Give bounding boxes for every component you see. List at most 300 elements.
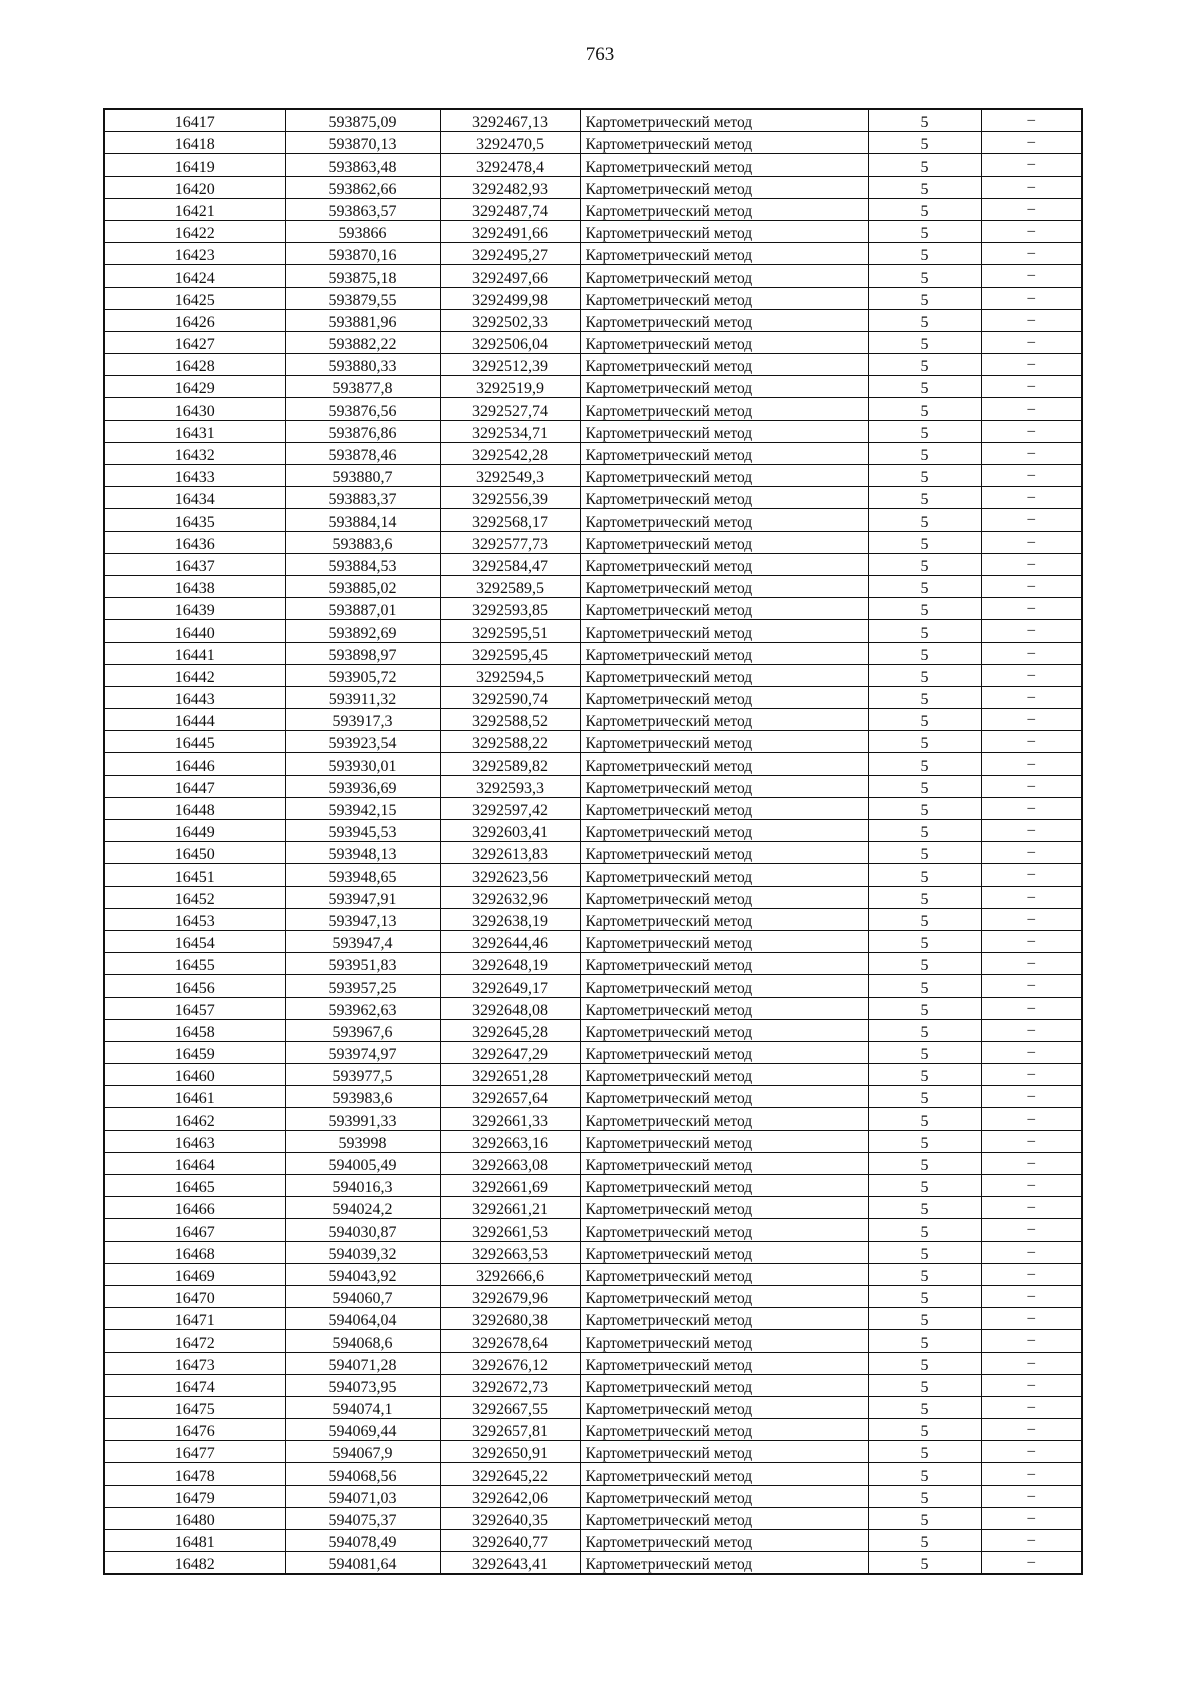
table-row bbox=[104, 975, 1082, 997]
x-coordinate-cell: 593884,53 bbox=[285, 553, 440, 575]
y-coordinate-cell: 3292661,69 bbox=[440, 1175, 580, 1197]
x-coordinate-cell: 593880,33 bbox=[285, 354, 440, 376]
method-cell: Картометрический метод bbox=[580, 309, 868, 331]
x-coordinate-cell: 593917,3 bbox=[285, 709, 440, 731]
y-coordinate-cell: 3292568,17 bbox=[440, 509, 580, 531]
accuracy-cell: 5 bbox=[868, 243, 981, 265]
accuracy-cell: 5 bbox=[868, 1396, 981, 1418]
x-coordinate-cell: 593887,01 bbox=[285, 598, 440, 620]
note-cell: – bbox=[981, 109, 1082, 132]
accuracy-cell: 5 bbox=[868, 1175, 981, 1197]
method-cell: Картометрический метод bbox=[580, 1019, 868, 1041]
x-coordinate-cell: 593945,53 bbox=[285, 820, 440, 842]
method-cell: Картометрический метод bbox=[580, 820, 868, 842]
point-number-cell: 16474 bbox=[104, 1374, 285, 1396]
method-cell: Картометрический метод bbox=[580, 531, 868, 553]
table-row bbox=[104, 309, 1082, 331]
table-row bbox=[104, 820, 1082, 842]
x-coordinate-cell: 593948,65 bbox=[285, 864, 440, 886]
table-row bbox=[104, 1197, 1082, 1219]
table-row bbox=[104, 1330, 1082, 1352]
point-number-cell: 16462 bbox=[104, 1108, 285, 1130]
point-number-cell: 16427 bbox=[104, 331, 285, 353]
table-row bbox=[104, 864, 1082, 886]
y-coordinate-cell: 3292657,81 bbox=[440, 1419, 580, 1441]
point-number-cell: 16459 bbox=[104, 1041, 285, 1063]
y-coordinate-cell: 3292534,71 bbox=[440, 420, 580, 442]
accuracy-cell: 5 bbox=[868, 553, 981, 575]
method-cell: Картометрический метод bbox=[580, 243, 868, 265]
method-cell: Картометрический метод bbox=[580, 1197, 868, 1219]
x-coordinate-cell: 593983,6 bbox=[285, 1086, 440, 1108]
x-coordinate-cell: 594069,44 bbox=[285, 1419, 440, 1441]
y-coordinate-cell: 3292663,16 bbox=[440, 1130, 580, 1152]
method-cell: Картометрический метод bbox=[580, 775, 868, 797]
note-cell: – bbox=[981, 1308, 1082, 1330]
table-row bbox=[104, 575, 1082, 597]
point-number-cell: 16473 bbox=[104, 1352, 285, 1374]
point-number-cell: 16477 bbox=[104, 1441, 285, 1463]
y-coordinate-cell: 3292661,33 bbox=[440, 1108, 580, 1130]
note-cell: – bbox=[981, 797, 1082, 819]
y-coordinate-cell: 3292549,3 bbox=[440, 465, 580, 487]
accuracy-cell: 5 bbox=[868, 509, 981, 531]
table-row bbox=[104, 465, 1082, 487]
accuracy-cell: 5 bbox=[868, 753, 981, 775]
x-coordinate-cell: 593911,32 bbox=[285, 686, 440, 708]
table-row bbox=[104, 398, 1082, 420]
method-cell: Картометрический метод bbox=[580, 886, 868, 908]
accuracy-cell: 5 bbox=[868, 731, 981, 753]
x-coordinate-cell: 593877,8 bbox=[285, 376, 440, 398]
accuracy-cell: 5 bbox=[868, 1197, 981, 1219]
accuracy-cell: 5 bbox=[868, 442, 981, 464]
x-coordinate-cell: 593863,48 bbox=[285, 154, 440, 176]
accuracy-cell: 5 bbox=[868, 1086, 981, 1108]
y-coordinate-cell: 3292650,91 bbox=[440, 1441, 580, 1463]
method-cell: Картометрический метод bbox=[580, 598, 868, 620]
table-row bbox=[104, 132, 1082, 154]
y-coordinate-cell: 3292595,45 bbox=[440, 642, 580, 664]
x-coordinate-cell: 594064,04 bbox=[285, 1308, 440, 1330]
x-coordinate-cell: 593882,22 bbox=[285, 331, 440, 353]
note-cell: – bbox=[981, 398, 1082, 420]
note-cell: – bbox=[981, 575, 1082, 597]
y-coordinate-cell: 3292590,74 bbox=[440, 686, 580, 708]
x-coordinate-cell: 594030,87 bbox=[285, 1219, 440, 1241]
y-coordinate-cell: 3292645,22 bbox=[440, 1463, 580, 1485]
method-cell: Картометрический метод bbox=[580, 154, 868, 176]
method-cell: Картометрический метод bbox=[580, 1064, 868, 1086]
point-number-cell: 16466 bbox=[104, 1197, 285, 1219]
method-cell: Картометрический метод bbox=[580, 620, 868, 642]
x-coordinate-cell: 594005,49 bbox=[285, 1152, 440, 1174]
y-coordinate-cell: 3292593,85 bbox=[440, 598, 580, 620]
method-cell: Картометрический метод bbox=[580, 1241, 868, 1263]
note-cell: – bbox=[981, 487, 1082, 509]
table-row bbox=[104, 176, 1082, 198]
y-coordinate-cell: 3292657,64 bbox=[440, 1086, 580, 1108]
y-coordinate-cell: 3292470,5 bbox=[440, 132, 580, 154]
table-row bbox=[104, 243, 1082, 265]
accuracy-cell: 5 bbox=[868, 1374, 981, 1396]
y-coordinate-cell: 3292643,41 bbox=[440, 1552, 580, 1575]
note-cell: – bbox=[981, 864, 1082, 886]
method-cell: Картометрический метод bbox=[580, 642, 868, 664]
note-cell: – bbox=[981, 1130, 1082, 1152]
point-number-cell: 16482 bbox=[104, 1552, 285, 1575]
table-row bbox=[104, 331, 1082, 353]
accuracy-cell: 5 bbox=[868, 620, 981, 642]
note-cell: – bbox=[981, 198, 1082, 220]
accuracy-cell: 5 bbox=[868, 1352, 981, 1374]
accuracy-cell: 5 bbox=[868, 575, 981, 597]
table-row bbox=[104, 220, 1082, 242]
y-coordinate-cell: 3292666,6 bbox=[440, 1263, 580, 1285]
note-cell: – bbox=[981, 1219, 1082, 1241]
method-cell: Картометрический метод bbox=[580, 1285, 868, 1307]
note-cell: – bbox=[981, 531, 1082, 553]
point-number-cell: 16465 bbox=[104, 1175, 285, 1197]
x-coordinate-cell: 593951,83 bbox=[285, 953, 440, 975]
accuracy-cell: 5 bbox=[868, 487, 981, 509]
accuracy-cell: 5 bbox=[868, 1530, 981, 1552]
x-coordinate-cell: 593881,96 bbox=[285, 309, 440, 331]
note-cell: – bbox=[981, 975, 1082, 997]
method-cell: Картометрический метод bbox=[580, 265, 868, 287]
method-cell: Картометрический метод bbox=[580, 1374, 868, 1396]
note-cell: – bbox=[981, 154, 1082, 176]
point-number-cell: 16428 bbox=[104, 354, 285, 376]
y-coordinate-cell: 3292589,82 bbox=[440, 753, 580, 775]
note-cell: – bbox=[981, 287, 1082, 309]
point-number-cell: 16432 bbox=[104, 442, 285, 464]
accuracy-cell: 5 bbox=[868, 1041, 981, 1063]
x-coordinate-cell: 593862,66 bbox=[285, 176, 440, 198]
method-cell: Картометрический метод bbox=[580, 1352, 868, 1374]
accuracy-cell: 5 bbox=[868, 642, 981, 664]
table-row bbox=[104, 287, 1082, 309]
x-coordinate-cell: 593957,25 bbox=[285, 975, 440, 997]
method-cell: Картометрический метод bbox=[580, 731, 868, 753]
accuracy-cell: 5 bbox=[868, 309, 981, 331]
table-row bbox=[104, 997, 1082, 1019]
note-cell: – bbox=[981, 886, 1082, 908]
method-cell: Картометрический метод bbox=[580, 1507, 868, 1529]
accuracy-cell: 5 bbox=[868, 354, 981, 376]
table-row bbox=[104, 1308, 1082, 1330]
x-coordinate-cell: 593876,56 bbox=[285, 398, 440, 420]
table-row bbox=[104, 598, 1082, 620]
table-row bbox=[104, 1374, 1082, 1396]
x-coordinate-cell: 593998 bbox=[285, 1130, 440, 1152]
point-number-cell: 16449 bbox=[104, 820, 285, 842]
note-cell: – bbox=[981, 1197, 1082, 1219]
note-cell: – bbox=[981, 1086, 1082, 1108]
y-coordinate-cell: 3292491,66 bbox=[440, 220, 580, 242]
accuracy-cell: 5 bbox=[868, 1219, 981, 1241]
table-row bbox=[104, 775, 1082, 797]
y-coordinate-cell: 3292647,29 bbox=[440, 1041, 580, 1063]
y-coordinate-cell: 3292588,22 bbox=[440, 731, 580, 753]
point-number-cell: 16421 bbox=[104, 198, 285, 220]
method-cell: Картометрический метод bbox=[580, 1152, 868, 1174]
x-coordinate-cell: 593883,6 bbox=[285, 531, 440, 553]
y-coordinate-cell: 3292482,93 bbox=[440, 176, 580, 198]
y-coordinate-cell: 3292502,33 bbox=[440, 309, 580, 331]
note-cell: – bbox=[981, 731, 1082, 753]
accuracy-cell: 5 bbox=[868, 376, 981, 398]
x-coordinate-cell: 593878,46 bbox=[285, 442, 440, 464]
point-number-cell: 16436 bbox=[104, 531, 285, 553]
table-row bbox=[104, 908, 1082, 930]
y-coordinate-cell: 3292672,73 bbox=[440, 1374, 580, 1396]
accuracy-cell: 5 bbox=[868, 531, 981, 553]
point-number-cell: 16417 bbox=[104, 109, 285, 132]
accuracy-cell: 5 bbox=[868, 709, 981, 731]
point-number-cell: 16437 bbox=[104, 553, 285, 575]
point-number-cell: 16479 bbox=[104, 1485, 285, 1507]
accuracy-cell: 5 bbox=[868, 864, 981, 886]
point-number-cell: 16419 bbox=[104, 154, 285, 176]
x-coordinate-cell: 593930,01 bbox=[285, 753, 440, 775]
y-coordinate-cell: 3292584,47 bbox=[440, 553, 580, 575]
note-cell: – bbox=[981, 1241, 1082, 1263]
accuracy-cell: 5 bbox=[868, 842, 981, 864]
accuracy-cell: 5 bbox=[868, 775, 981, 797]
note-cell: – bbox=[981, 686, 1082, 708]
accuracy-cell: 5 bbox=[868, 331, 981, 353]
note-cell: – bbox=[981, 1463, 1082, 1485]
point-number-cell: 16471 bbox=[104, 1308, 285, 1330]
table-row bbox=[104, 198, 1082, 220]
table-row bbox=[104, 1552, 1082, 1575]
accuracy-cell: 5 bbox=[868, 930, 981, 952]
point-number-cell: 16438 bbox=[104, 575, 285, 597]
method-cell: Картометрический метод bbox=[580, 1219, 868, 1241]
x-coordinate-cell: 593936,69 bbox=[285, 775, 440, 797]
accuracy-cell: 5 bbox=[868, 953, 981, 975]
point-number-cell: 16467 bbox=[104, 1219, 285, 1241]
point-number-cell: 16450 bbox=[104, 842, 285, 864]
method-cell: Картометрический метод bbox=[580, 908, 868, 930]
note-cell: – bbox=[981, 953, 1082, 975]
accuracy-cell: 5 bbox=[868, 975, 981, 997]
accuracy-cell: 5 bbox=[868, 1152, 981, 1174]
accuracy-cell: 5 bbox=[868, 1485, 981, 1507]
y-coordinate-cell: 3292661,21 bbox=[440, 1197, 580, 1219]
x-coordinate-cell: 593923,54 bbox=[285, 731, 440, 753]
method-cell: Картометрический метод bbox=[580, 1485, 868, 1507]
y-coordinate-cell: 3292678,64 bbox=[440, 1330, 580, 1352]
table-row bbox=[104, 797, 1082, 819]
method-cell: Картометрический метод bbox=[580, 487, 868, 509]
point-number-cell: 16422 bbox=[104, 220, 285, 242]
accuracy-cell: 5 bbox=[868, 886, 981, 908]
accuracy-cell: 5 bbox=[868, 797, 981, 819]
note-cell: – bbox=[981, 1019, 1082, 1041]
note-cell: – bbox=[981, 598, 1082, 620]
point-number-cell: 16439 bbox=[104, 598, 285, 620]
table-row bbox=[104, 376, 1082, 398]
x-coordinate-cell: 593947,4 bbox=[285, 930, 440, 952]
note-cell: – bbox=[981, 1041, 1082, 1063]
y-coordinate-cell: 3292680,38 bbox=[440, 1308, 580, 1330]
coordinates-table-body bbox=[104, 109, 1082, 1574]
x-coordinate-cell: 593875,18 bbox=[285, 265, 440, 287]
method-cell: Картометрический метод bbox=[580, 709, 868, 731]
accuracy-cell: 5 bbox=[868, 908, 981, 930]
point-number-cell: 16481 bbox=[104, 1530, 285, 1552]
accuracy-cell: 5 bbox=[868, 109, 981, 132]
point-number-cell: 16476 bbox=[104, 1419, 285, 1441]
method-cell: Картометрический метод bbox=[580, 331, 868, 353]
table-row bbox=[104, 686, 1082, 708]
x-coordinate-cell: 594081,64 bbox=[285, 1552, 440, 1575]
table-row bbox=[104, 154, 1082, 176]
method-cell: Картометрический метод bbox=[580, 354, 868, 376]
method-cell: Картометрический метод bbox=[580, 864, 868, 886]
accuracy-cell: 5 bbox=[868, 820, 981, 842]
table-row bbox=[104, 1241, 1082, 1263]
accuracy-cell: 5 bbox=[868, 1308, 981, 1330]
y-coordinate-cell: 3292499,98 bbox=[440, 287, 580, 309]
point-number-cell: 16442 bbox=[104, 664, 285, 686]
table-row bbox=[104, 1285, 1082, 1307]
accuracy-cell: 5 bbox=[868, 465, 981, 487]
note-cell: – bbox=[981, 1064, 1082, 1086]
accuracy-cell: 5 bbox=[868, 198, 981, 220]
y-coordinate-cell: 3292593,3 bbox=[440, 775, 580, 797]
x-coordinate-cell: 593962,63 bbox=[285, 997, 440, 1019]
coordinates-table bbox=[103, 108, 1083, 1575]
point-number-cell: 16475 bbox=[104, 1396, 285, 1418]
y-coordinate-cell: 3292556,39 bbox=[440, 487, 580, 509]
table-row bbox=[104, 709, 1082, 731]
method-cell: Картометрический метод bbox=[580, 1552, 868, 1575]
x-coordinate-cell: 593947,91 bbox=[285, 886, 440, 908]
y-coordinate-cell: 3292597,42 bbox=[440, 797, 580, 819]
note-cell: – bbox=[981, 642, 1082, 664]
note-cell: – bbox=[981, 842, 1082, 864]
method-cell: Картометрический метод bbox=[580, 398, 868, 420]
point-number-cell: 16444 bbox=[104, 709, 285, 731]
table-row bbox=[104, 1152, 1082, 1174]
accuracy-cell: 5 bbox=[868, 176, 981, 198]
x-coordinate-cell: 594071,28 bbox=[285, 1352, 440, 1374]
point-number-cell: 16429 bbox=[104, 376, 285, 398]
table-row bbox=[104, 664, 1082, 686]
accuracy-cell: 5 bbox=[868, 1285, 981, 1307]
note-cell: – bbox=[981, 465, 1082, 487]
note-cell: – bbox=[981, 354, 1082, 376]
note-cell: – bbox=[981, 420, 1082, 442]
x-coordinate-cell: 594043,92 bbox=[285, 1263, 440, 1285]
method-cell: Картометрический метод bbox=[580, 442, 868, 464]
note-cell: – bbox=[981, 1263, 1082, 1285]
y-coordinate-cell: 3292649,17 bbox=[440, 975, 580, 997]
accuracy-cell: 5 bbox=[868, 1419, 981, 1441]
x-coordinate-cell: 593883,37 bbox=[285, 487, 440, 509]
method-cell: Картометрический метод bbox=[580, 753, 868, 775]
note-cell: – bbox=[981, 997, 1082, 1019]
y-coordinate-cell: 3292651,28 bbox=[440, 1064, 580, 1086]
point-number-cell: 16463 bbox=[104, 1130, 285, 1152]
note-cell: – bbox=[981, 1441, 1082, 1463]
method-cell: Картометрический метод bbox=[580, 509, 868, 531]
note-cell: – bbox=[981, 176, 1082, 198]
note-cell: – bbox=[981, 1285, 1082, 1307]
table-row bbox=[104, 531, 1082, 553]
point-number-cell: 16456 bbox=[104, 975, 285, 997]
table-row bbox=[104, 1175, 1082, 1197]
x-coordinate-cell: 593875,09 bbox=[285, 109, 440, 132]
x-coordinate-cell: 593967,6 bbox=[285, 1019, 440, 1041]
x-coordinate-cell: 593866 bbox=[285, 220, 440, 242]
accuracy-cell: 5 bbox=[868, 398, 981, 420]
x-coordinate-cell: 594073,95 bbox=[285, 1374, 440, 1396]
table-row bbox=[104, 1130, 1082, 1152]
accuracy-cell: 5 bbox=[868, 1441, 981, 1463]
x-coordinate-cell: 594074,1 bbox=[285, 1396, 440, 1418]
method-cell: Картометрический метод bbox=[580, 1108, 868, 1130]
note-cell: – bbox=[981, 908, 1082, 930]
y-coordinate-cell: 3292467,13 bbox=[440, 109, 580, 132]
y-coordinate-cell: 3292589,5 bbox=[440, 575, 580, 597]
accuracy-cell: 5 bbox=[868, 598, 981, 620]
table-row bbox=[104, 442, 1082, 464]
table-row bbox=[104, 886, 1082, 908]
point-number-cell: 16448 bbox=[104, 797, 285, 819]
table-row bbox=[104, 1352, 1082, 1374]
method-cell: Картометрический метод bbox=[580, 1308, 868, 1330]
note-cell: – bbox=[981, 664, 1082, 686]
method-cell: Картометрический метод bbox=[580, 1463, 868, 1485]
y-coordinate-cell: 3292577,73 bbox=[440, 531, 580, 553]
accuracy-cell: 5 bbox=[868, 1064, 981, 1086]
table-row bbox=[104, 731, 1082, 753]
y-coordinate-cell: 3292640,77 bbox=[440, 1530, 580, 1552]
point-number-cell: 16455 bbox=[104, 953, 285, 975]
point-number-cell: 16440 bbox=[104, 620, 285, 642]
point-number-cell: 16460 bbox=[104, 1064, 285, 1086]
method-cell: Картометрический метод bbox=[580, 420, 868, 442]
accuracy-cell: 5 bbox=[868, 997, 981, 1019]
y-coordinate-cell: 3292506,04 bbox=[440, 331, 580, 353]
method-cell: Картометрический метод bbox=[580, 1175, 868, 1197]
point-number-cell: 16431 bbox=[104, 420, 285, 442]
x-coordinate-cell: 594024,2 bbox=[285, 1197, 440, 1219]
point-number-cell: 16443 bbox=[104, 686, 285, 708]
table-row bbox=[104, 1219, 1082, 1241]
method-cell: Картометрический метод bbox=[580, 287, 868, 309]
y-coordinate-cell: 3292663,53 bbox=[440, 1241, 580, 1263]
table-row bbox=[104, 1485, 1082, 1507]
table-row bbox=[104, 109, 1082, 132]
y-coordinate-cell: 3292679,96 bbox=[440, 1285, 580, 1307]
point-number-cell: 16457 bbox=[104, 997, 285, 1019]
y-coordinate-cell: 3292632,96 bbox=[440, 886, 580, 908]
note-cell: – bbox=[981, 376, 1082, 398]
y-coordinate-cell: 3292588,52 bbox=[440, 709, 580, 731]
method-cell: Картометрический метод bbox=[580, 109, 868, 132]
table-row bbox=[104, 930, 1082, 952]
table-row bbox=[104, 1019, 1082, 1041]
method-cell: Картометрический метод bbox=[580, 797, 868, 819]
method-cell: Картометрический метод bbox=[580, 1086, 868, 1108]
note-cell: – bbox=[981, 620, 1082, 642]
accuracy-cell: 5 bbox=[868, 664, 981, 686]
